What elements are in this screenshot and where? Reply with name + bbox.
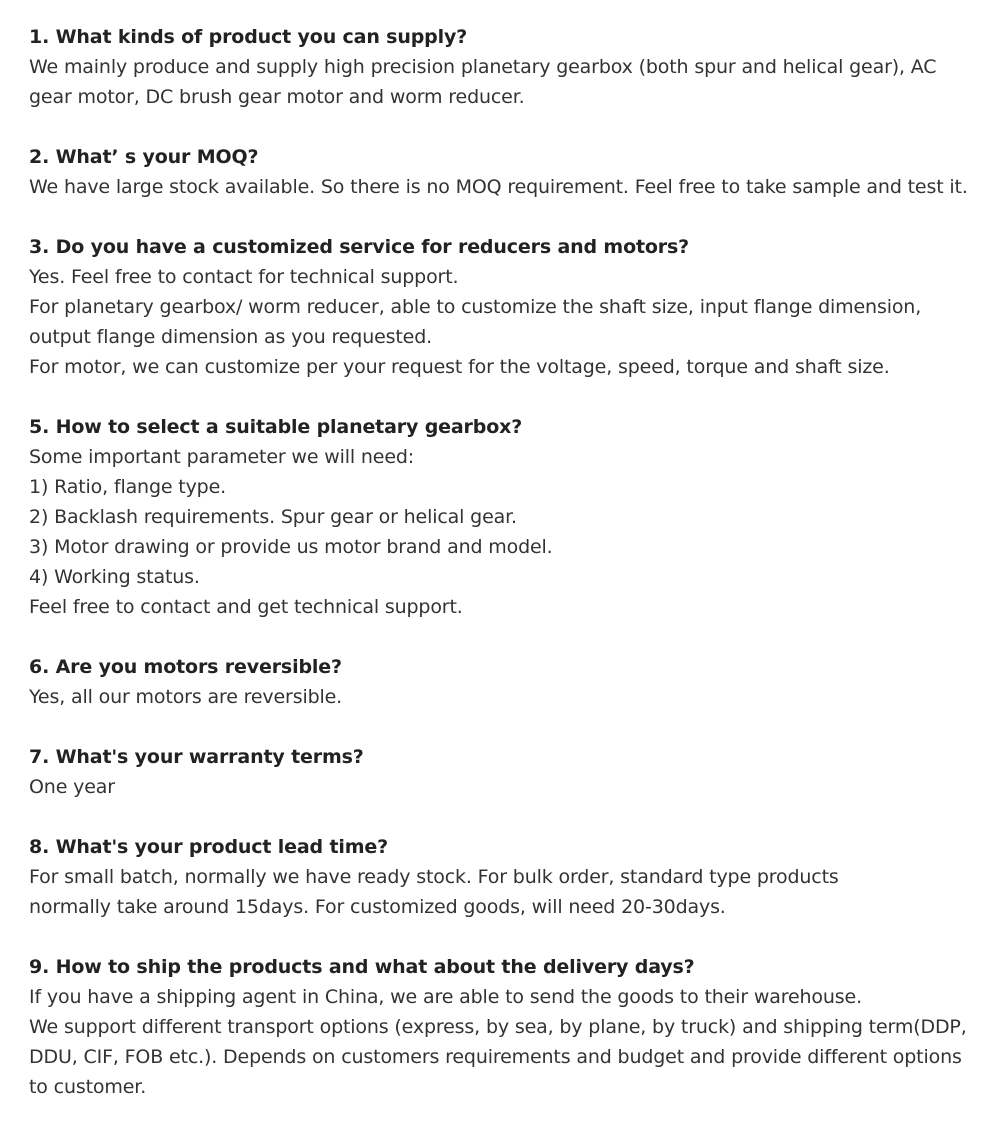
faq-item-1 [29, 22, 984, 112]
faq-answer-line: 1) Ratio, flange type. [29, 476, 227, 498]
faq-answer-line: 3) Motor drawing or provide us motor brand and model. [29, 536, 553, 558]
faq-item-5 [29, 412, 984, 622]
faq-answer-line: Yes. Feel free to contact for technical support. [29, 266, 459, 288]
faq-answer-line: Yes, all our motors are reversible. [29, 686, 343, 708]
faq-answer-line: 4) Working status. [29, 566, 200, 588]
faq-item-8 [29, 832, 984, 922]
faq-answer-line: One year [29, 776, 115, 798]
faq-list [29, 22, 984, 1132]
faq-question: 5. How to select a suitable planetary gearbox? [29, 416, 523, 438]
faq-answer-line: We have large stock available. So there is no MOQ requirement. Feel free to take sample and test it. [29, 176, 968, 198]
faq-question: 9. How to ship the products and what about the delivery days? [29, 956, 695, 978]
faq-answer-line: We mainly produce and supply high precision planetary gearbox (both spur and helical gear), AC gear motor, DC brush gear motor and worm reducer. [29, 56, 937, 108]
faq-question: 3. Do you have a customized service for reducers and motors? [29, 236, 690, 258]
faq-item-7 [29, 742, 984, 802]
faq-answer-line: normally take around 15days. For customized goods, will need 20-30days. [29, 896, 726, 918]
faq-answer-line: For motor, we can customize per your request for the voltage, speed, torque and shaft size. [29, 356, 890, 378]
faq-item-9 [29, 952, 984, 1102]
faq-question: 6. Are you motors reversible? [29, 656, 342, 678]
faq-item-6 [29, 652, 984, 712]
faq-item-2 [29, 142, 984, 202]
faq-question: 7. What's your warranty terms? [29, 746, 364, 768]
faq-item-3 [29, 232, 984, 382]
faq-answer-line: For small batch, normally we have ready stock. For bulk order, standard type products [29, 866, 839, 888]
faq-answer-line: 2) Backlash requirements. Spur gear or helical gear. [29, 506, 517, 528]
faq-question: 2. What’ s your MOQ? [29, 146, 259, 168]
faq-answer-line: Feel free to contact and get technical support. [29, 596, 463, 618]
faq-answer-line: We support different transport options (express, by sea, by plane, by truck) and shipping term(DDP, DDU, CIF, FOB etc.). Depends on customers requirements and budget and provide different options to customer. [29, 1016, 967, 1098]
faq-answer-line: If you have a shipping agent in China, we are able to send the goods to their warehouse. [29, 986, 862, 1008]
faq-answer-line: Some important parameter we will need: [29, 446, 415, 468]
faq-answer-line: For planetary gearbox/ worm reducer, able to customize the shaft size, input flange dimension, output flange dimension as you requested. [29, 296, 922, 348]
faq-question: 8. What's your product lead time? [29, 836, 389, 858]
faq-question: 1. What kinds of product you can supply? [29, 26, 468, 48]
